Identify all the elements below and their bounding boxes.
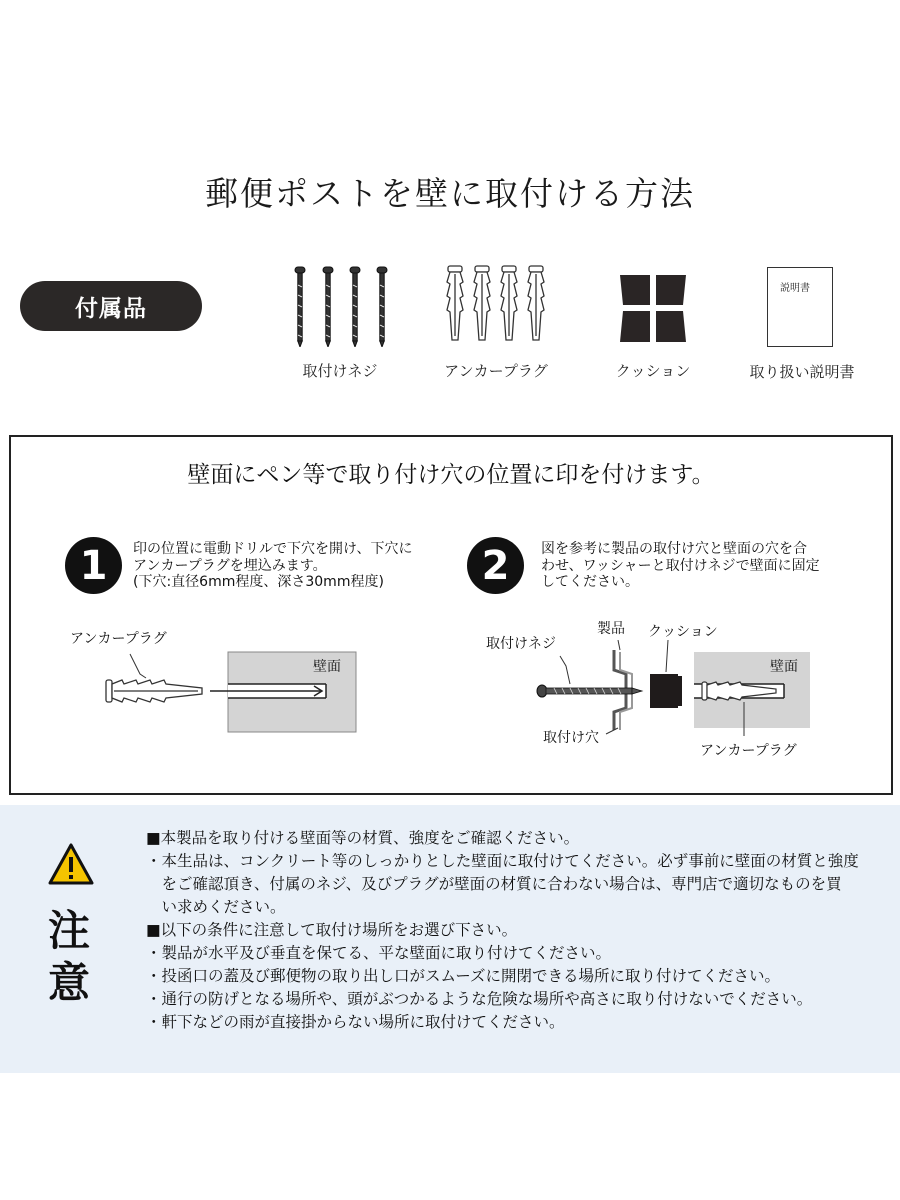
step-2-wall-label: 壁面 xyxy=(770,659,798,675)
step-2-anchor-label: アンカープラグ xyxy=(700,743,797,759)
step-1-text xyxy=(133,541,412,591)
caution-line: ■本製品を取り付ける壁面等の材質、強度をご確認ください。 xyxy=(146,829,580,847)
manual-cover-text: 説明書 xyxy=(780,283,810,294)
caution-line: い求めください。 xyxy=(146,898,286,916)
cushions-icon xyxy=(617,272,689,344)
step-1-diagram xyxy=(60,640,370,740)
caution-line: ・投函口の蓋及び郵便物の取り出し口がスムーズに開閉できる場所に取り付けてください。 xyxy=(146,967,780,985)
cushions-label: クッション xyxy=(615,362,691,380)
step-1-wall-label: 壁面 xyxy=(313,659,341,675)
caution-text xyxy=(146,827,859,1034)
cushion-label: クッション xyxy=(648,624,718,640)
step-2-line: 図を参考に製品の取付け穴と壁面の穴を合 xyxy=(541,541,807,557)
caution-line: ・製品が水平及び垂直を保てる、平な壁面に取り付けてください。 xyxy=(146,944,612,962)
caution-line: ・通行の防げとなる場所や、頭がぶつかるような危険な場所や高さに取り付けないでください。 xyxy=(146,990,813,1008)
step-2-number: 2 xyxy=(467,537,524,594)
mounting-hole-label: 取付け穴 xyxy=(543,730,599,746)
caution-kanji-1: 注 xyxy=(48,906,91,955)
step-1-number: 1 xyxy=(65,537,122,594)
caution-kanji-2: 意 xyxy=(48,958,91,1007)
page-title: 郵便ポストを壁に取付ける方法 xyxy=(205,174,695,213)
instructions-heading: 壁面にペン等で取り付け穴の位置に印を付けます。 xyxy=(187,462,715,488)
accessories-heading: 付属品 xyxy=(20,281,202,331)
anchor-plugs-label: アンカープラグ xyxy=(444,362,548,380)
screws-icon xyxy=(292,265,392,347)
product-label: 製品 xyxy=(597,621,625,637)
caution-line: をご確認頂き、付属のネジ、及びプラグが壁面の材質に合わない場合は、専門店で適切なものを買 xyxy=(146,875,842,893)
screw-label: 取付けネジ xyxy=(486,636,556,652)
caution-line: ■以下の条件に注意して取付け場所をお選び下さい。 xyxy=(146,921,518,939)
step-1-anchor-label: アンカープラグ xyxy=(70,631,167,647)
step-2-line: わせ、ワッシャーと取付けネジで壁面に固定 xyxy=(541,557,820,574)
caution-line: ・本生品は、コンクリート等のしっかりとした壁面に取付けてください。必ず事前に壁面の材質と強度 xyxy=(146,852,859,870)
manual-label: 取り扱い説明書 xyxy=(749,363,855,381)
anchor-plugs-icon xyxy=(444,264,548,344)
step-2-line: してください。 xyxy=(541,574,639,590)
screws-label: 取付けネジ xyxy=(302,362,378,380)
step-2-text xyxy=(541,541,820,591)
caution-line: ・軒下などの雨が直接掛からない場所に取付けてください。 xyxy=(146,1013,565,1031)
step-1-line: (下穴:直径6mm程度、深さ30mm程度) xyxy=(133,574,384,590)
warning-icon xyxy=(47,842,95,886)
step-1-line: アンカープラグを埋込みます。 xyxy=(133,557,327,574)
step-1-line: 印の位置に電動ドリルで下穴を開け、下穴に xyxy=(133,541,413,557)
